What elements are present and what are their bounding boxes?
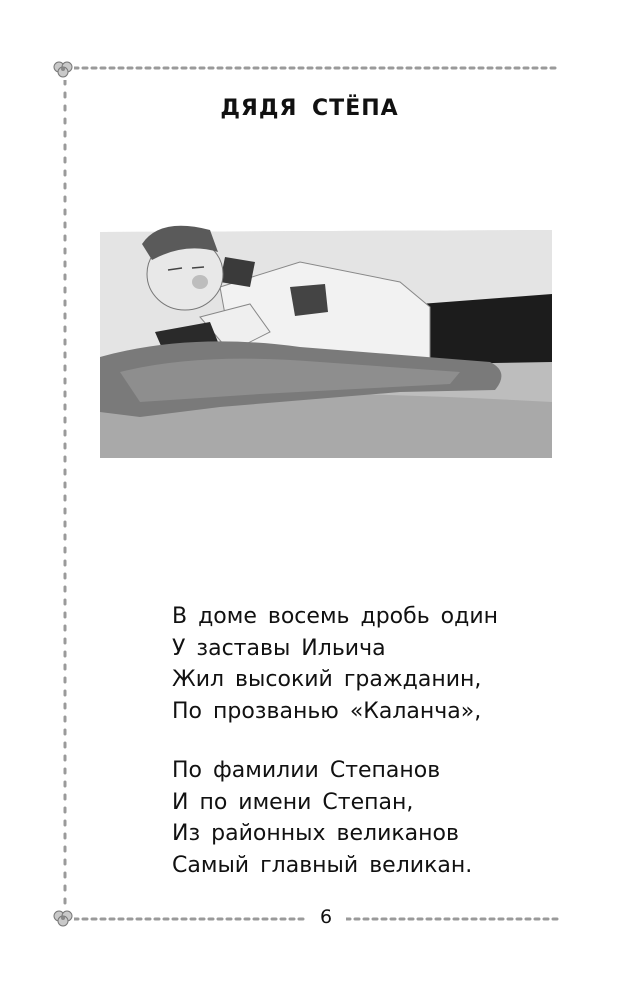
poem-line: И по имени Степан, [172, 789, 414, 815]
boy-reading-lying-illustration-icon [100, 212, 552, 458]
poem-line: По прозванью «Каланча», [172, 698, 482, 724]
poem-line: В доме восемь дробь один [172, 604, 499, 629]
poem-line: По фамилии Степанов [172, 758, 441, 783]
poem-stanza-2 [172, 755, 472, 881]
poem-line: Из районных великанов [172, 821, 459, 846]
page-number: 6 [319, 906, 333, 928]
flower-ornament-icon [52, 60, 74, 78]
poem-stanza-1 [172, 601, 498, 727]
bottom-dotted-border-left [74, 916, 308, 922]
poem-line: Самый главный великан. [172, 852, 473, 878]
poem-line: У заставы Ильича [172, 635, 386, 661]
flower-ornament-icon [52, 909, 74, 927]
poem-line: Жил высокий гражданин, [172, 667, 482, 692]
top-dotted-border [74, 65, 558, 71]
left-dotted-border [61, 80, 69, 910]
page-title: ДЯДЯ СТЁПА [220, 96, 399, 121]
bottom-dotted-border-right [346, 916, 560, 922]
